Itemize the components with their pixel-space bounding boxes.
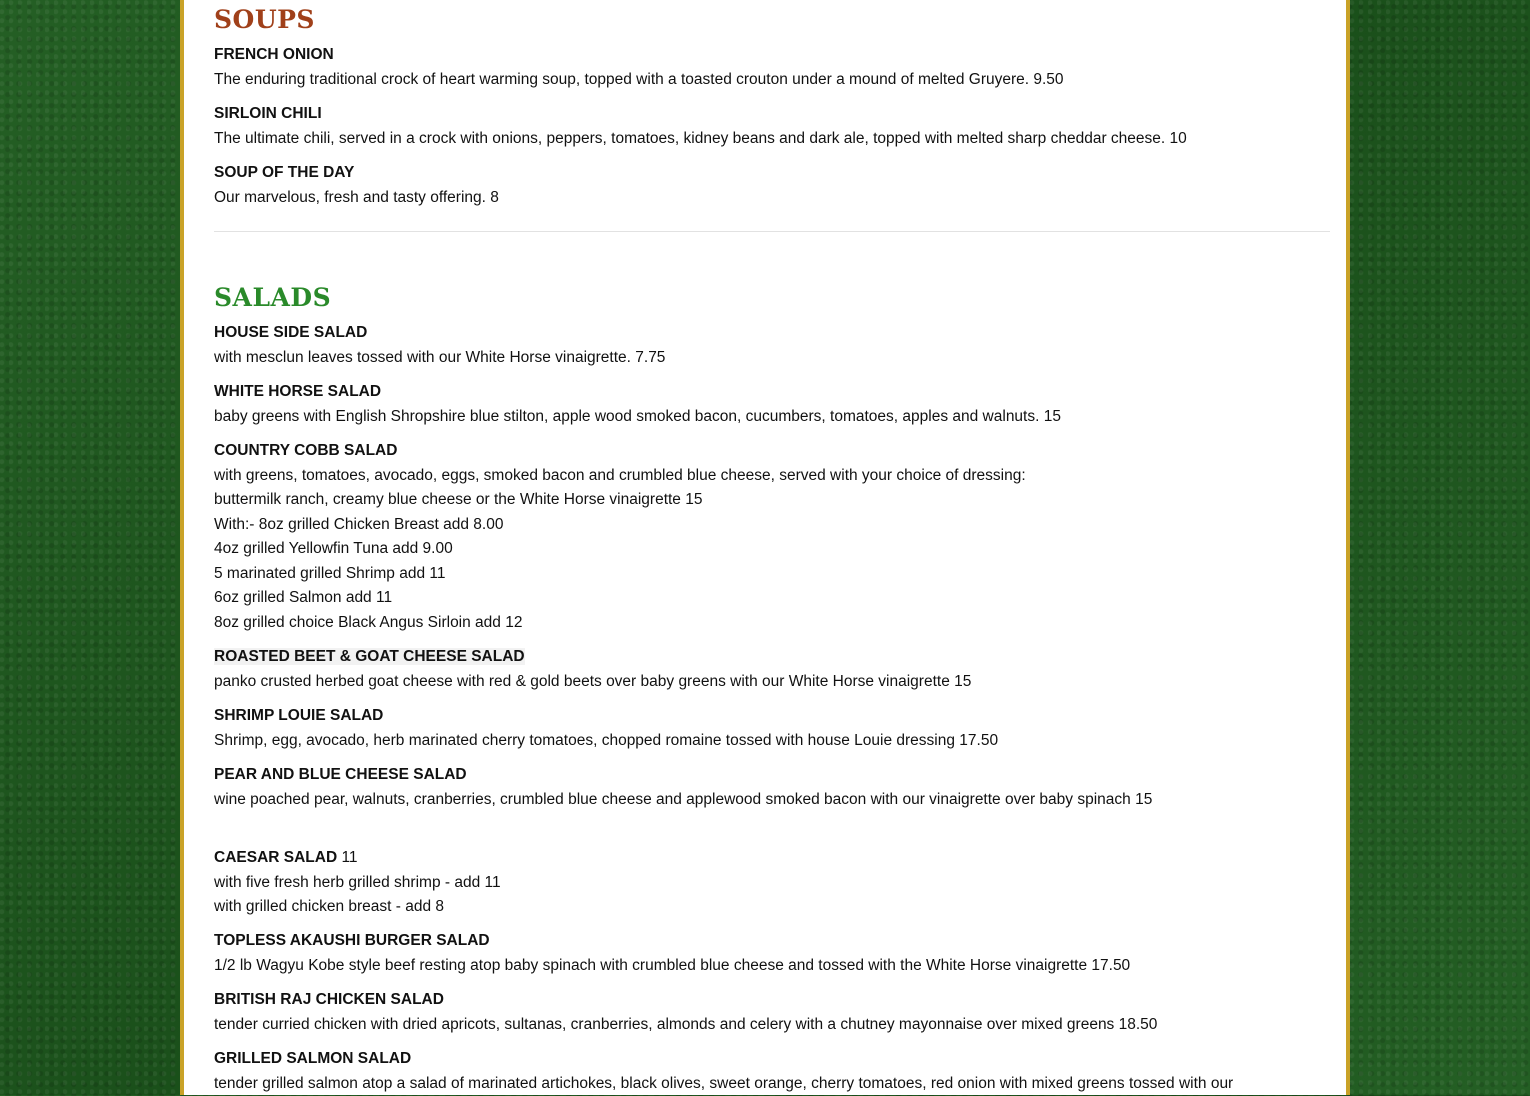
item-name: PEAR AND BLUE CHEESE SALAD [214,763,1152,788]
item-price: 11 [337,849,357,866]
menu-item-caesar-salad [214,846,501,920]
item-description: Shrimp, egg, avocado, herb marinated cherry tomatoes, chopped romaine tossed with house Louie dressing 17.50 [214,729,998,754]
item-description: Our marvelous, fresh and tasty offering. 8 [214,186,499,211]
menu-item-roasted-beet-goat-cheese-salad [214,645,971,694]
menu-item-shrimp-louie-salad [214,704,998,753]
soups-heading: SOUPS [214,5,315,35]
menu-item-house-side-salad [214,321,665,370]
item-name [214,645,971,670]
item-name-text: CAESAR SALAD [214,849,337,866]
item-name-text: ROASTED BEET & GOAT CHEESE SALAD [214,648,525,665]
item-name: BRITISH RAJ CHICKEN SALAD [214,988,1157,1013]
item-description: baby greens with English Shropshire blue stilton, apple wood smoked bacon, cucumbers, tomatoes, apples and walnuts. 15 [214,405,1061,430]
menu-item-french-onion [214,43,1064,92]
item-name: SOUP OF THE DAY [214,161,499,186]
item-description: wine poached pear, walnuts, cranberries, crumbled blue cheese and applewood smoked bacon with our vinaigrette over baby spinach 15 [214,788,1152,813]
item-addon: With:- 8oz grilled Chicken Breast add 8.00 [214,513,1026,538]
item-description: buttermilk ranch, creamy blue cheese or the White Horse vinaigrette 15 [214,488,1026,513]
item-addon: 6oz grilled Salmon add 11 [214,586,1026,611]
menu-item-sirloin-chili [214,102,1187,151]
item-name: TOPLESS AKAUSHI BURGER SALAD [214,929,1130,954]
item-addon: with grilled chicken breast - add 8 [214,895,501,920]
item-description: tender curried chicken with dried apricots, sultanas, cranberries, almonds and celery with a chutney mayonnaise over mixed greens 18.50 [214,1013,1157,1038]
item-description: The enduring traditional crock of heart warming soup, topped with a toasted crouton under a mound of melted Gruyere. 9.50 [214,68,1064,93]
item-name: SHRIMP LOUIE SALAD [214,704,998,729]
item-name: FRENCH ONION [214,43,1064,68]
menu-item-grilled-salmon-salad [214,1047,1233,1096]
menu-panel [180,0,1350,1095]
item-name: HOUSE SIDE SALAD [214,321,665,346]
item-addon: 8oz grilled choice Black Angus Sirloin add 12 [214,611,1026,636]
item-addon: 4oz grilled Yellowfin Tuna add 9.00 [214,537,1026,562]
item-name [214,846,501,871]
menu-item-country-cobb-salad [214,439,1026,635]
section-divider [214,231,1330,232]
item-description: The ultimate chili, served in a crock with onions, peppers, tomatoes, kidney beans and dark ale, topped with melted sharp cheddar cheese. 10 [214,127,1187,152]
menu-item-pear-blue-cheese-salad [214,763,1152,812]
item-description: with greens, tomatoes, avocado, eggs, smoked bacon and crumbled blue cheese, served with your choice of dressing: [214,464,1026,489]
item-name: WHITE HORSE SALAD [214,380,1061,405]
item-description: tender grilled salmon atop a salad of marinated artichokes, black olives, sweet orange, cherry tomatoes, red onion with mixed greens tossed with our [214,1072,1233,1096]
item-description: panko crusted herbed goat cheese with red & gold beets over baby greens with our White Horse vinaigrette 15 [214,670,971,695]
menu-item-topless-akaushi-burger-salad [214,929,1130,978]
menu-item-british-raj-chicken-salad [214,988,1157,1037]
item-name: COUNTRY COBB SALAD [214,439,1026,464]
item-addon: 5 marinated grilled Shrimp add 11 [214,562,1026,587]
menu-item-soup-of-the-day [214,161,499,210]
item-name: GRILLED SALMON SALAD [214,1047,1233,1072]
item-description: with mesclun leaves tossed with our White Horse vinaigrette. 7.75 [214,346,665,371]
salads-heading: SALADS [214,283,331,313]
item-description: 1/2 lb Wagyu Kobe style beef resting atop baby spinach with crumbled blue cheese and tossed with the White Horse vinaigrette 17.50 [214,954,1130,979]
item-name: SIRLOIN CHILI [214,102,1187,127]
menu-item-white-horse-salad [214,380,1061,429]
item-addon: with five fresh herb grilled shrimp - add 11 [214,871,501,896]
